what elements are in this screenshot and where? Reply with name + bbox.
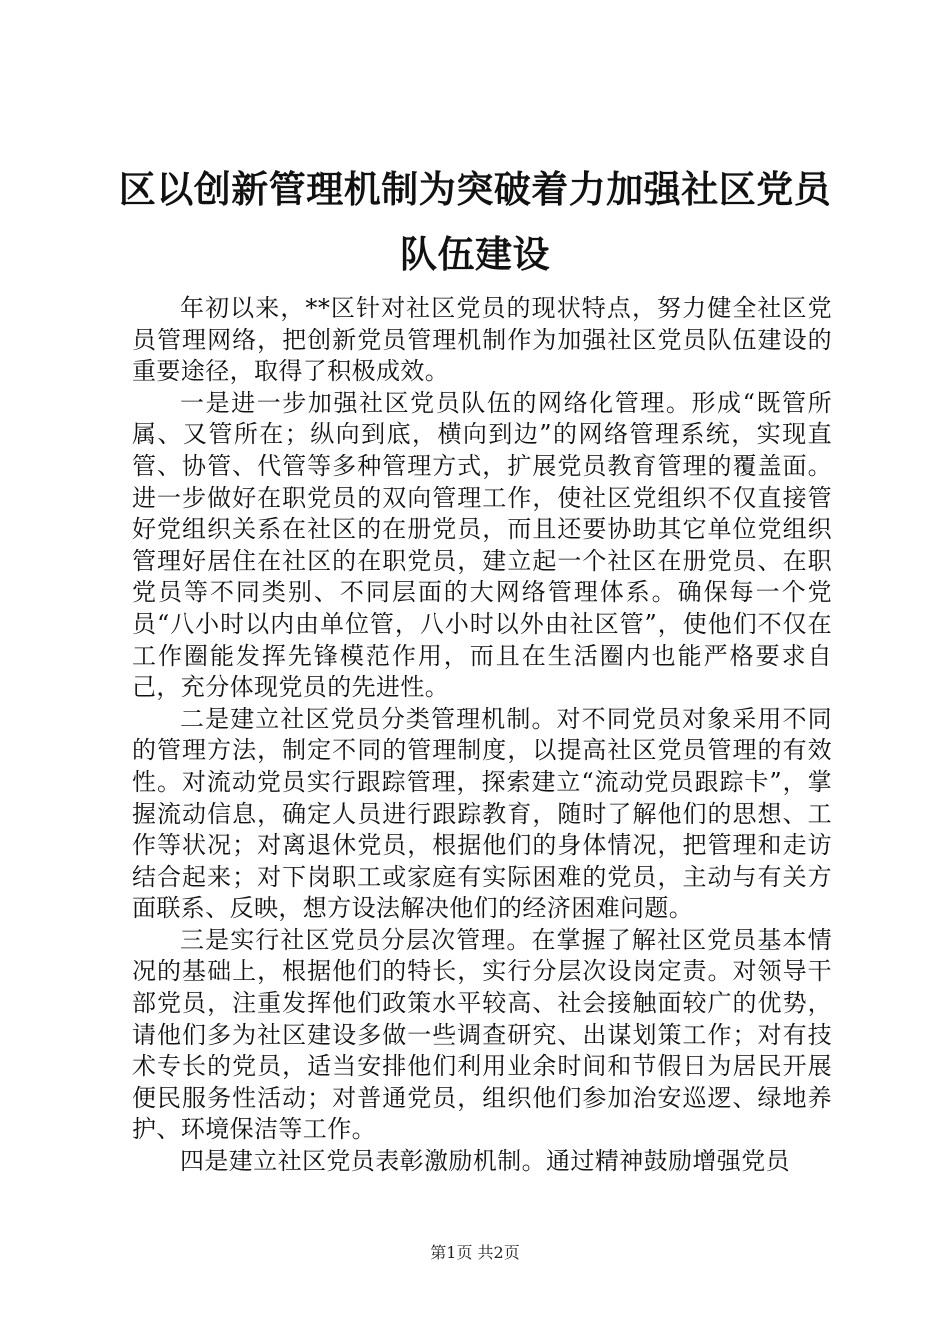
paragraph-network-management: 一是进一步加强社区党员队伍的网络化管理。形成“既管所属、又管所在；纵向到底，横向到边”的网络管理系统，实现直管、协管、代管等多种管理方式，扩展党员教育管理的覆盖面。进一步做好在职党员的双向管理工作，使社区党组织不仅直接管好党组织关系在社区的在册党员，而且还要协助其它单位党组织管理好居住在社区的在职党员，建立起一个社区在册党员、在职党员等不同类别、不同层面的大网络管理体系。确保每一个党员“八小时以内由单位管，八小时以外由社区管”，使他们不仅在工作圈能发挥先锋模范作用，而且在生活圈内也能严格要求自己，充分体现党员的先进性。 (132, 388, 832, 702)
paragraph-tiered-management: 三是实行社区党员分层次管理。在掌握了解社区党员基本情况的基础上，根据他们的特长，实行分层次设岗定责。对领导干部党员，注重发挥他们政策水平较高、社会接触面较广的优势，请他们多为社区建设多做一些调查研究、出谋划策工作；对有技术专长的党员，适当安排他们利用业余时间和节假日为居民开展便民服务性活动；对普通党员，组织他们参加治安巡逻、绿地养护、环境保洁等工作。 (132, 925, 832, 1144)
document-body (132, 293, 832, 1178)
paragraph-classified-management: 二是建立社区党员分类管理机制。对不同党员对象采用不同的管理方法，制定不同的管理制度，以提高社区党员管理的有效性。对流动党员实行跟踪管理，探索建立“流动党员跟踪卡”，掌握流动信息，确定人员进行跟踪教育，随时了解他们的思想、工作等状况；对离退休党员，根据他们的身体情况，把管理和走访结合起来；对下岗职工或家庭有实际困难的党员，主动与有关方面联系、反映，想方设法解决他们的经济困难问题。 (132, 704, 832, 923)
paragraph-intro: 年初以来，**区针对社区党员的现状特点，努力健全社区党员管理网络，把创新党员管理机制作为加强社区党员队伍建设的重要途径，取得了积极成效。 (132, 294, 832, 386)
document-title: 区以创新管理机制为突破着力加强社区党员队伍建设 (118, 167, 832, 276)
page-number-footer: 第1页 共2页 (430, 1243, 520, 1262)
paragraph-incentive-mechanism: 四是建立社区党员表彰激励机制。通过精神鼓励增强党员 (180, 1147, 790, 1176)
